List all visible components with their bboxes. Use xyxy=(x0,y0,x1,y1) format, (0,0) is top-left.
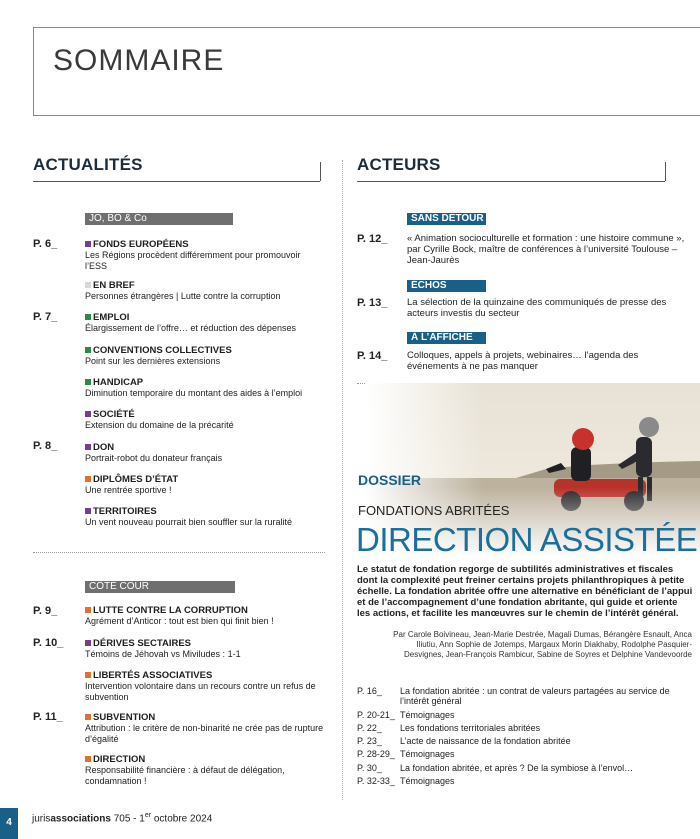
actualites-rule xyxy=(33,181,320,182)
acteurs-heading: ACTEURS xyxy=(357,155,441,174)
entry-handicap[interactable]: HANDICAP Diminution temporaire du montant des aides à l’emploi xyxy=(85,377,303,398)
page-number: P. 11_ xyxy=(33,711,63,723)
entry-lutte-corruption[interactable]: LUTTE CONTRE LA CORRUPTION Agrément d’Anticor : tout est bien qui finit bien ! xyxy=(85,605,274,626)
dossier-row[interactable] xyxy=(357,686,693,706)
page-number: P. 20-21_ xyxy=(357,710,395,720)
page-number: P. 6_ xyxy=(33,238,58,250)
page-number: P. 8_ xyxy=(33,440,58,452)
grey-square-icon xyxy=(85,282,91,288)
dossier-row-text: Témoignages xyxy=(400,710,455,720)
column-separator xyxy=(342,160,343,800)
page-number: P. 16_ xyxy=(357,686,382,696)
green-square-icon xyxy=(85,314,91,320)
sans-detour-text[interactable]: « Animation socioculturelle et formation : une histoire commune », par Cyrille Bock, maître de conférences à l’université Toulouse – Jean-Jaurès xyxy=(407,233,685,266)
page-number: P. 23_ xyxy=(357,736,382,746)
dotted-divider xyxy=(33,552,325,553)
footer-page-number: 4 xyxy=(0,808,18,839)
title-box xyxy=(33,27,700,116)
orange-square-icon xyxy=(85,756,91,762)
page-title: SOMMAIRE xyxy=(53,44,225,77)
entry-diplomes-etat[interactable]: DIPLÔMES D’ÉTAT Une rentrée sportive ! xyxy=(85,474,179,495)
page-number: P. 7_ xyxy=(33,311,58,323)
page-number: P. 22_ xyxy=(357,723,382,733)
page-number: P. 10_ xyxy=(33,637,64,649)
dossier-row-text: La fondation abritée : un contrat de valeurs partagées au service de l’intérêt général xyxy=(400,686,670,706)
purple-square-icon xyxy=(85,444,91,450)
page-number: P. 9_ xyxy=(33,605,58,617)
dossier-subtitle: FONDATIONS ABRITÉES xyxy=(358,503,510,518)
page-number: P. 12_ xyxy=(357,233,388,245)
entry-direction[interactable]: DIRECTION Responsabilité financière : à défaut de délégation, condamnation ! xyxy=(85,754,285,786)
dossier-row-text: Les fondations territoriales abritées xyxy=(400,723,541,733)
entry-don[interactable]: DON Portrait-robot du donateur français xyxy=(85,442,223,463)
orange-square-icon xyxy=(85,476,91,482)
orange-square-icon xyxy=(85,607,91,613)
dossier-authors: Par Carole Boivineau, Jean-Marie Destrée, Magali Dumas, Bérangère Esnault, Anca Iliutiu, Ann Sophie de Jotemps, Margaux Morin Diakhaby, Rodolphe Pasquier-Desvignes, Jean-François Rambicur, Sabine de Soyres et Delphine Vandevoorde xyxy=(393,630,692,659)
page-number: P. 28-29_ xyxy=(357,749,395,759)
green-square-icon xyxy=(85,379,91,385)
entry-societe[interactable]: SOCIÉTÉ Extension du domaine de la précarité xyxy=(85,409,234,430)
dossier-lead: Le statut de fondation regorge de subtilités administratives et fiscales dont la complexité peut freiner certains projets philanthropiques à petite échelle. La fondation abritée offre une alternative en bénéficiant de l’appui et de l’accompagnement d’une fondation abritante, qui guide et oriente les actions, et facilite les manœuvres sur le chemin de l’intérêt général. xyxy=(357,564,693,619)
actualites-heading: ACTUALITÉS xyxy=(33,155,143,174)
entry-libertes-associatives[interactable]: LIBERTÉS ASSOCIATIVES Intervention volontaire dans un recours contre un refus de subvention xyxy=(85,670,316,702)
purple-square-icon xyxy=(85,411,91,417)
actualites-vrule xyxy=(320,162,321,181)
section-echos: ÉCHOS xyxy=(407,280,486,292)
page-number: P. 30_ xyxy=(357,763,382,773)
dossier-label: DOSSIER xyxy=(358,472,422,488)
purple-square-icon xyxy=(85,241,91,247)
dossier-row-text: Témoignages xyxy=(400,776,455,786)
echos-text[interactable]: La sélection de la quinzaine des communiqués de presse des acteurs investis du secteur xyxy=(407,297,667,319)
section-jo-bo: JO, BO & Co xyxy=(85,213,233,225)
green-square-icon xyxy=(85,347,91,353)
dossier-row-text: L’acte de naissance de la fondation abritée xyxy=(400,736,571,746)
dossier-row-text: La fondation abritée, et après ? De la symbiose à l’envol… xyxy=(400,763,634,773)
entry-en-bref[interactable]: EN BREF Personnes étrangères | Lutte contre la corruption xyxy=(85,280,281,301)
orange-square-icon xyxy=(85,714,91,720)
dossier-title: DIRECTION ASSISTÉE xyxy=(356,521,698,558)
section-a-l-affiche: À L’AFFICHE xyxy=(407,332,486,344)
acteurs-vrule xyxy=(665,162,666,181)
orange-square-icon xyxy=(85,672,91,678)
entry-derives-sectaires[interactable]: DÉRIVES SECTAIRES Témoins de Jéhovah vs Miviludes : 1-1 xyxy=(85,638,241,659)
entry-subvention[interactable]: SUBVENTION Attribution : le critère de non-binarité ne crée pas de rupture d’égalité xyxy=(85,712,324,744)
page-number: P. 14_ xyxy=(357,350,388,362)
page-number: P. 13_ xyxy=(357,297,388,309)
purple-square-icon xyxy=(85,508,91,514)
a-l-affiche-text[interactable]: Colloques, appels à projets, webinaires… l’agenda des événements à ne pas manquer xyxy=(407,350,639,372)
entry-fonds-europeens[interactable]: FONDS EUROPÉENS Les Régions procèdent différemment pour promouvoir l’ESS xyxy=(85,239,301,271)
acteurs-rule xyxy=(357,181,665,182)
section-sans-detour: SANS DÉTOUR xyxy=(407,213,486,225)
purple-square-icon xyxy=(85,640,91,646)
dossier-row-text: Témoignages xyxy=(400,749,455,759)
entry-conventions-collectives[interactable]: CONVENTIONS COLLECTIVES Point sur les dernières extensions xyxy=(85,345,232,366)
footer-publication: jurisassociations 705 - 1er octobre 2024 xyxy=(32,812,213,825)
entry-territoires[interactable]: TERRITOIRES Un vent nouveau pourrait bien souffler sur la ruralité xyxy=(85,506,292,527)
section-cote-cour: CÔTÉ COUR xyxy=(85,581,235,593)
entry-emploi[interactable]: EMPLOI Élargissement de l’offre… et réduction des dépenses xyxy=(85,312,296,333)
page-number: P. 32-33_ xyxy=(357,776,395,786)
